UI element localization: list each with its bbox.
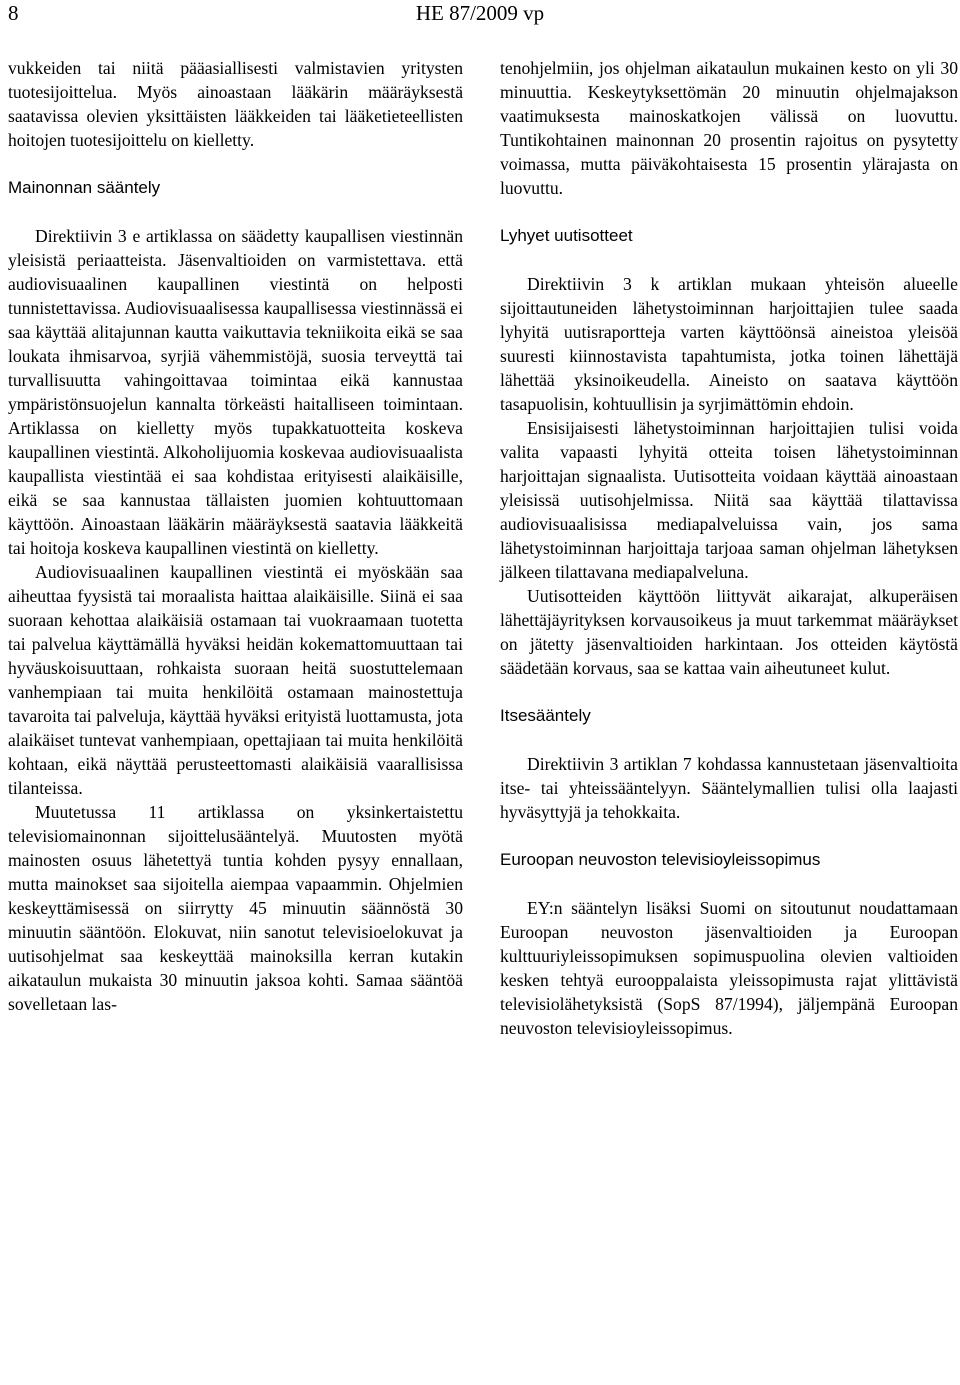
page-header [0,0,960,40]
document-id: HE 87/2009 vp [415,1,545,25]
section-heading: Itsesääntely [500,706,591,725]
page-number: 8 [8,1,19,25]
paragraph: vukkeiden tai niitä pääasiallisesti valmistavien yritysten tuotesijoittelua. Myös ainoastaan lääkärin määräyksestä saatavissa olevien yksittäisten lääkkeiden tai lääketieteellisten hoitojen tuotesijoittelu on kielletty. [8,58,463,150]
paragraph: Muutetussa 11 artiklassa on yksinkertaistettu televisiomainonnan sijoittelusääntelyä. Muutosten myötä mainosten osuus lähetettyä tuntia kohden pysyy ennallaan, mutta mainokset saa sijoitella aiempaa vapaammin. Ohjelmien keskeyttämisessä on siirrytty 45 minuutin säännöstä 30 minuutin sääntöön. Elokuvat, niin sanotut televisioelokuvat ja uutisohjelmat saa keskeyttää mainoksilla kerran kutakin aikataulun mukaista 30 minuutin jaksoa kohti. Samaa sääntöä sovelletaan las- [8,802,463,1014]
paragraph: Direktiivin 3 e artiklassa on säädetty kaupallisen viestinnän yleisistä periaatteista. Jäsenvaltioiden on varmistettava. että audiovisuaalinen kaupallinen viestintä on helposti tunnistettavissa. Audiovisuaalisessa kaupallisessa viestinnässä ei saa käyttää alitajunnan kautta vaikuttavia tekniikoita eikä se saa loukata ihmisarvoa, syrjiä vähemmistöjä, suosia terveyttä tai turvallisuutta vahingoittavaa toimintaa eikä kannustaa ympäristönsuojelun kannalta törkeästi haitalliseen toimintaan. Artiklassa on kielletty myös tupakkatuotteita koskeva kaupallinen viestintä. Alkoholijuomia koskevaa audiovisuaalista kaupallista viestintää ei saa kohdistaa erityisesti alaikäisille, eikä se saa kannustaa tällaisten juomien kohtuuttomaan käyttöön. Ainoastaan lääkärin määräyksestä saatavia lääkkeitä tai hoitoja koskeva kaupallinen viestintä on kielletty. [8,226,463,558]
paragraph: Direktiivin 3 artiklan 7 kohdassa kannustetaan jäsenvaltioita itse- tai yhteissääntelyyn. Sääntelymallien tulisi olla laajasti hyväsyttyjä ja tehokkaita. [500,754,958,822]
paragraph: EY:n sääntelyn lisäksi Suomi on sitoutunut noudattamaan Euroopan neuvoston jäsenvaltioiden ja Euroopan kulttuuriyleissopimuksen sopimuspuolina olevien valtioiden kesken tehtyä eurooppalaista yleissopimusta rajat ylittävistä televisiolähetyksistä (SopS 87/1994), jäljempänä Euroopan neuvoston televisioyleissopimus. [500,898,958,1038]
left-column [8,56,463,1016]
section-heading: Euroopan neuvoston televisioyleissopimus [500,850,821,869]
section-heading: Lyhyet uutisotteet [500,226,633,245]
paragraph: Uutisotteiden käyttöön liittyvät aikarajat, alkuperäisen lähettäjäyrityksen korvausoikeus ja muut tarkemmat määräykset on jätetty jäsenvaltioiden harkintaan. Jos otteiden käytöstä säädetään korvaus, saa se kattaa vain aiheutuneet kulut. [500,586,958,678]
paragraph: Direktiivin 3 k artiklan mukaan yhteisön alueelle sijoittautuneiden lähetystoiminnan harjoittajien tulee saada lyhyitä uutisraportteja varten käyttöönsä aineistoa yleisöä suuresti kiinnostavista tapahtumista, jotka toinen lähettäjä lähettää yksinoikeudella. Aineisto on saatava käyttöön tasapuolisin, kohtuullisin ja syrjimättömin ehdoin. [500,274,958,414]
section-heading: Mainonnan sääntely [8,178,161,197]
paragraph: tenohjelmiin, jos ohjelman aikataulun mukainen kesto on yli 30 minuuttia. Keskeytyksettömän 20 minuutin ohjelmajakson vaatimuksesta mainoskatkojen välissä on luovuttu. Tuntikohtainen mainonnan 20 prosentin rajoitus on pysytetty voimassa, mutta päiväkohtaisesta 15 prosentin ylärajasta on luovuttu. [500,58,958,198]
paragraph: Audiovisuaalinen kaupallinen viestintä ei myöskään saa aiheuttaa fyysistä tai moraalista haittaa alaikäisille. Siinä ei saa suoraan kehottaa alaikäisiä ostamaan tai vuokraamaan tuotetta tai palvelua käyttämällä hyväksi heidän kokemattomuuttaan tai hyväuskoisuuttaan, rohkaista suoraan heitä suostuttelemaan vanhempiaan tai muita henkilöitä ostamaan mainostettuja tavaroita tai palveluja, käyttää hyväksi erityistä luottamusta, jota alaikäiset tuntevat vanhempiaan, opettajiaan tai muita henkilöitä kohtaan, eikä näyttää perusteettomasti alaikäisiä vaarallisissa tilanteissa. [8,562,463,798]
right-column [500,56,958,1040]
paragraph: Ensisijaisesti lähetystoiminnan harjoittajien tulisi voida valita vapaasti lyhyitä otteita toisen lähetystoiminnan harjoittajan signaalista. Uutisotteita voidaan käyttää ainoastaan yleisissä uutisohjelmissa. Niitä saa käyttää tilattavissa audiovisuaalisissa mediapalveluissa vain, jos sama lähetystoiminnan harjoittaja tarjoaa saman ohjelman lähetyksen jälkeen tilattavana mediapalveluna. [500,418,958,582]
